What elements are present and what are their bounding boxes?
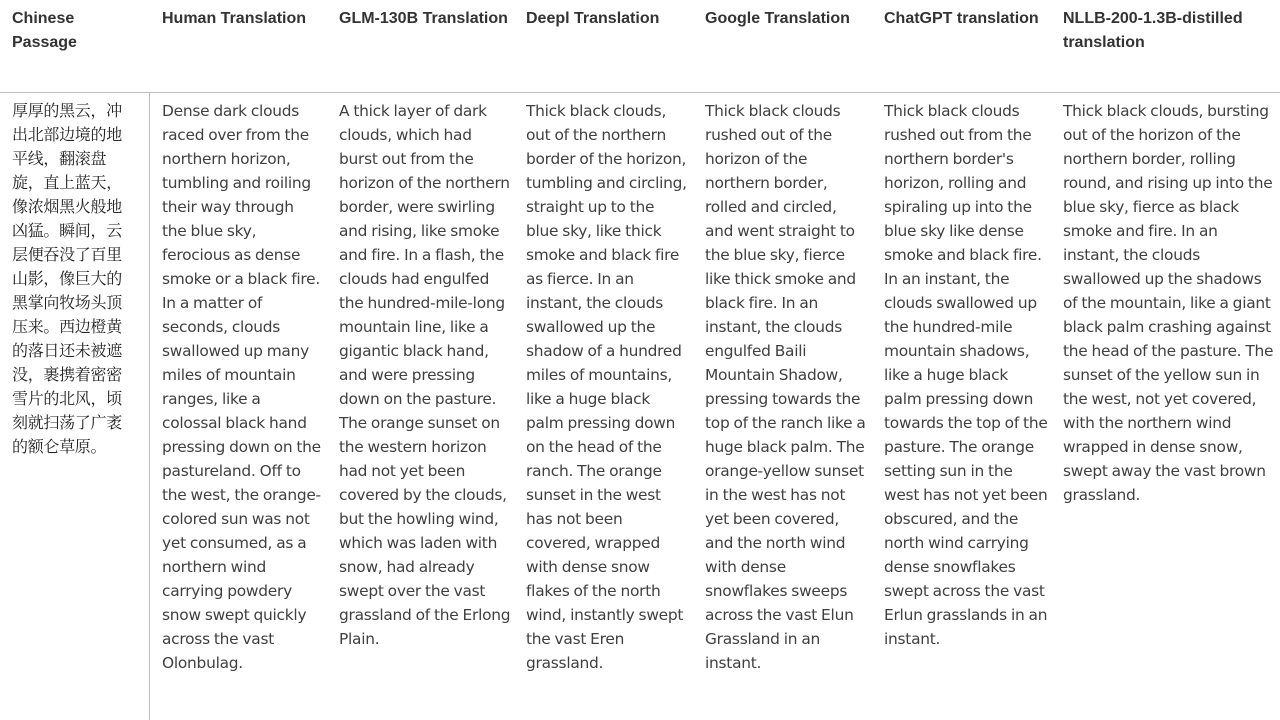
- cell-glm-translation: A thick layer of dark clouds, which had burst out from the horizon of the northern border, were swirling and rising, like smoke and fire. In a flash, the clouds had engulfed the hundred-mile-long mountain line, like a gigantic black hand, and were pressing down on the pasture. The orange sunset on the western horizon had not yet been covered by the clouds, but the howling wind, which was laden with snow, had already swept over the vast grassland of the Erlong Plain.: [339, 102, 511, 648]
- cell-chinese-passage: 厚厚的黑云，冲出北部边境的地平线，翻滚盘旋，直上蓝天，像浓烟黑火般地凶猛。瞬间，云层便吞没了百里山影，像巨大的黑掌向牧场头顶压来。西边橙黄的落日还未被遮没，裹携着密密雪片的北风，顷刻就扫荡了广袤的额仑草原。: [12, 101, 122, 456]
- header-chinese-passage: Chinese Passage: [12, 10, 77, 51]
- cell-human-translation: Dense dark clouds raced over from the northern horizon, tumbling and roiling their way through the blue sky, ferocious as dense smoke or a black fire. In a matter of seconds, clouds swallowed up many miles of mountain ranges, like a colossal black hand pressing down on the pastureland. Off to the west, the orange-colored sun was not yet consumed, as a northern wind carrying powdery snow swept quickly across the vast Olonbulag.: [162, 102, 321, 672]
- header-human-translation: Human Translation: [162, 10, 307, 27]
- header-glm-translation: GLM-130B Translation: [339, 10, 508, 27]
- cell-chatgpt-translation: Thick black clouds rushed out from the northern border's horizon, rolling and spiraling up into the blue sky like dense smoke and black fire. In an instant, the clouds swallowed up the hundred-mile mountain shadows, like a huge black palm pressing down towards the top of the pasture. The orange setting sun in the west has not yet been obscured, and the north wind carrying dense snowflakes swept across the vast Erlun grasslands in an instant.: [884, 102, 1048, 648]
- header-google-translation: Google Translation: [705, 10, 850, 27]
- header-nllb-translation: NLLB-200-1.3B-distilled translation: [1063, 10, 1243, 51]
- cell-google-translation: Thick black clouds rushed out of the horizon of the northern border, rolled and circled, and went straight to the blue sky, fierce like thick smoke and black fire. In an instant, the clouds engulfed Baili Mountain Shadow, pressing towards the top of the ranch like a huge black palm. The orange-yellow sunset in the west has not yet been covered, and the north wind with dense snowflakes sweeps across the vast Elun Grassland in an instant.: [705, 102, 866, 672]
- table-row: [0, 93, 1280, 720]
- cell-deepl-translation: Thick black clouds, out of the northern border of the horizon, tumbling and circling, straight up to the blue sky, like thick smoke and black fire as fierce. In an instant, the clouds swallowed up the shadow of a hundred miles of mountains, like a huge black palm pressing down on the head of the ranch. The orange sunset in the west has not been covered, wrapped with dense snow flakes of the north wind, instantly swept the vast Eren grassland.: [526, 102, 687, 672]
- header-deepl-translation: Deepl Translation: [526, 10, 660, 27]
- cell-nllb-translation: Thick black clouds, bursting out of the horizon of the northern border, rolling round, and rising up into the blue sky, fierce as black smoke and fire. In an instant, the clouds swallowed up the shadows of the mountain, like a giant black palm crashing against the head of the pasture. The sunset of the yellow sun in the west, not yet covered, with the northern wind wrapped in dense snow, swept away the vast brown grassland.: [1063, 102, 1274, 504]
- table-header-row: [0, 0, 1280, 93]
- header-chatgpt-translation: ChatGPT translation: [884, 10, 1039, 27]
